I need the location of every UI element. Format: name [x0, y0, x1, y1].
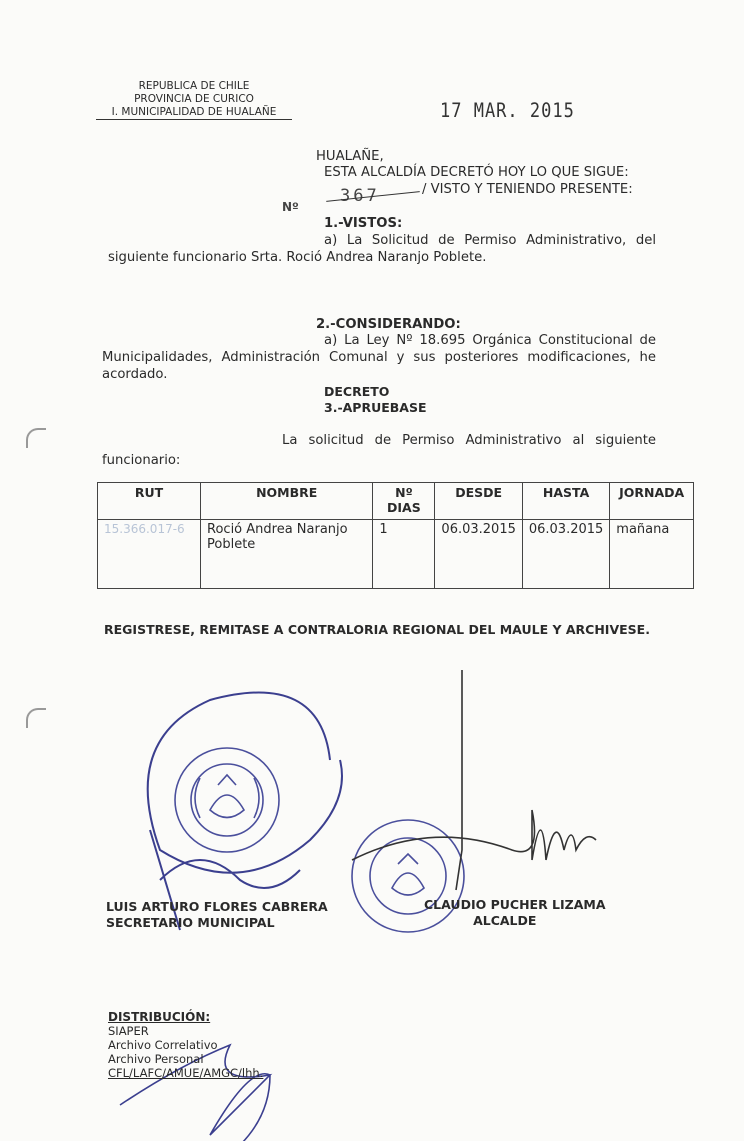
decreto-heading: DECRETO: [324, 384, 390, 399]
col-hasta: HASTA: [522, 483, 609, 520]
punch-mark-top: [26, 428, 46, 448]
cell-dias: 1: [373, 520, 435, 589]
mayor-title: ALCALDE: [473, 913, 537, 928]
considerando-heading: 2.-CONSIDERANDO:: [316, 317, 461, 332]
secretary-name: LUIS ARTURO FLORES CABRERA: [106, 899, 328, 914]
col-dias: Nº DIAS: [373, 483, 435, 520]
list-item: CFL/LAFC/AMUE/AMGC/lhh.: [108, 1066, 264, 1080]
signature-right-block: [424, 897, 606, 929]
seal-left-icon: [175, 748, 279, 852]
considerando-line2: Municipalidades, Administración Comunal y sus posteriores modificaciones, he: [102, 350, 656, 365]
cell-rut: 15.366.017-6: [98, 520, 201, 589]
cell-hasta: 06.03.2015: [522, 520, 609, 589]
considerando-line3: acordado.: [102, 367, 168, 382]
col-rut: RUT: [98, 483, 201, 520]
distribution-block: [108, 1010, 263, 1080]
col-desde: DESDE: [435, 483, 522, 520]
vistos-line2: siguiente funcionario Srta. Roció Andrea Naranjo Poblete.: [108, 250, 487, 265]
header-municipality: I. MUNICIPALIDAD DE HUALAÑE: [96, 106, 292, 120]
place-line: HUALAÑE,: [316, 149, 384, 164]
cell-nombre: Roció Andrea Naranjo Poblete: [201, 520, 373, 589]
table-row: [98, 520, 694, 589]
list-item: Archivo Personal: [108, 1052, 204, 1066]
date-stamp: 17 MAR. 2015: [440, 99, 575, 123]
list-item: SIAPER: [108, 1024, 149, 1038]
distribution-heading: DISTRIBUCIÓN:: [108, 1010, 211, 1024]
considerando-line1: a) La Ley Nº 18.695 Orgánica Constitucional de: [324, 333, 656, 348]
col-nombre: NOMBRE: [201, 483, 373, 520]
signature-graphics: [0, 660, 744, 1060]
header-republic: REPUBLICA DE CHILE: [138, 80, 250, 92]
vistos-heading: 1.-VISTOS:: [324, 216, 403, 231]
list-item: Archivo Correlativo: [108, 1038, 218, 1052]
decree-number-prefix: Nº: [282, 200, 299, 214]
letterhead: [96, 80, 292, 120]
secretary-title: SECRETARIO MUNICIPAL: [106, 915, 275, 930]
visto-line: / VISTO Y TENIENDO PRESENTE:: [422, 182, 633, 197]
closing-line: REGISTRESE, REMITASE A CONTRALORIA REGIONAL DEL MAULE Y ARCHIVESE.: [104, 622, 650, 637]
signature-left-block: [106, 899, 328, 931]
cell-jornada: mañana: [610, 520, 694, 589]
cell-desde: 06.03.2015: [435, 520, 522, 589]
vistos-line1: a) La Solicitud de Permiso Administrativo, del: [324, 233, 656, 248]
apruebase-heading: 3.-APRUEBASE: [324, 400, 427, 415]
col-jornada: JORNADA: [610, 483, 694, 520]
decree-number: 367: [340, 186, 380, 206]
header-province: PROVINCIA DE CURICO: [134, 93, 254, 105]
permission-table: [97, 482, 694, 589]
decree-intro: ESTA ALCALDÍA DECRETÓ HOY LO QUE SIGUE:: [324, 165, 629, 180]
table-header-row: [98, 483, 694, 520]
decreto-line2: funcionario:: [102, 453, 181, 468]
decreto-line1: La solicitud de Permiso Administrativo al siguiente: [282, 433, 656, 448]
signature-right-icon: [352, 670, 596, 890]
mayor-name: CLAUDIO PUCHER LIZAMA: [424, 897, 606, 912]
